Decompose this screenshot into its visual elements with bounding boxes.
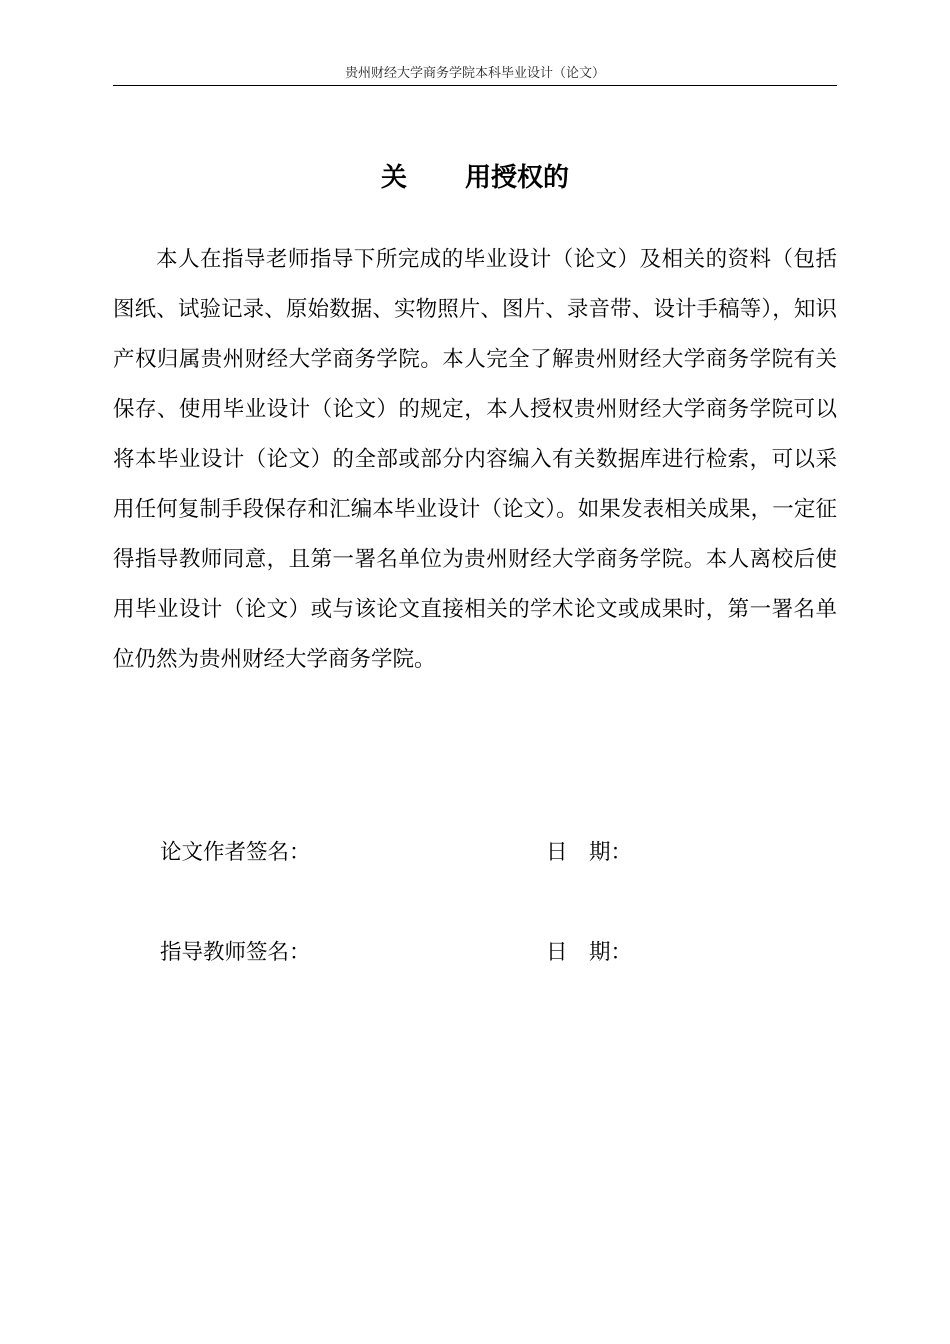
header-rule [113,85,837,86]
author-date-label: 日 期： [546,840,633,865]
page-header: 贵州财经大学商务学院本科毕业设计（论文） [344,66,605,81]
title-part-2: 用授权的 [465,163,570,193]
title-part-1: 关 [380,163,407,193]
document-title [113,160,837,196]
advisor-date-label: 日 期： [546,940,633,965]
author-signature-label: 论文作者签名： [160,840,311,865]
authorization-statement [113,235,837,685]
advisor-signature-label: 指导教师签名： [160,940,311,965]
statement-paragraph: 本人在指导老师指导下所完成的毕业设计（论文）及相关的资料（包括图纸、试验记录、原始数据、实物照片、图片、录音带、设计手稿等），知识产权归属贵州财经大学商务学院。本人完全了解贵州财经大学商务学院有关保存、使用毕业设计（论文）的规定，本人授权贵州财经大学商务学院可以将本毕业设计（论文）的全部或部分内容编入有关数据库进行检索，可以采用任何复制手段保存和汇编本毕业设计（论文）。如果发表相关成果，一定征得指导教师同意，且第一署名单位为贵州财经大学商务学院。本人离校后使用毕业设计（论文）或与该论文直接相关的学术论文或成果时，第一署名单位仍然为贵州财经大学商务学院。 [113,247,837,672]
